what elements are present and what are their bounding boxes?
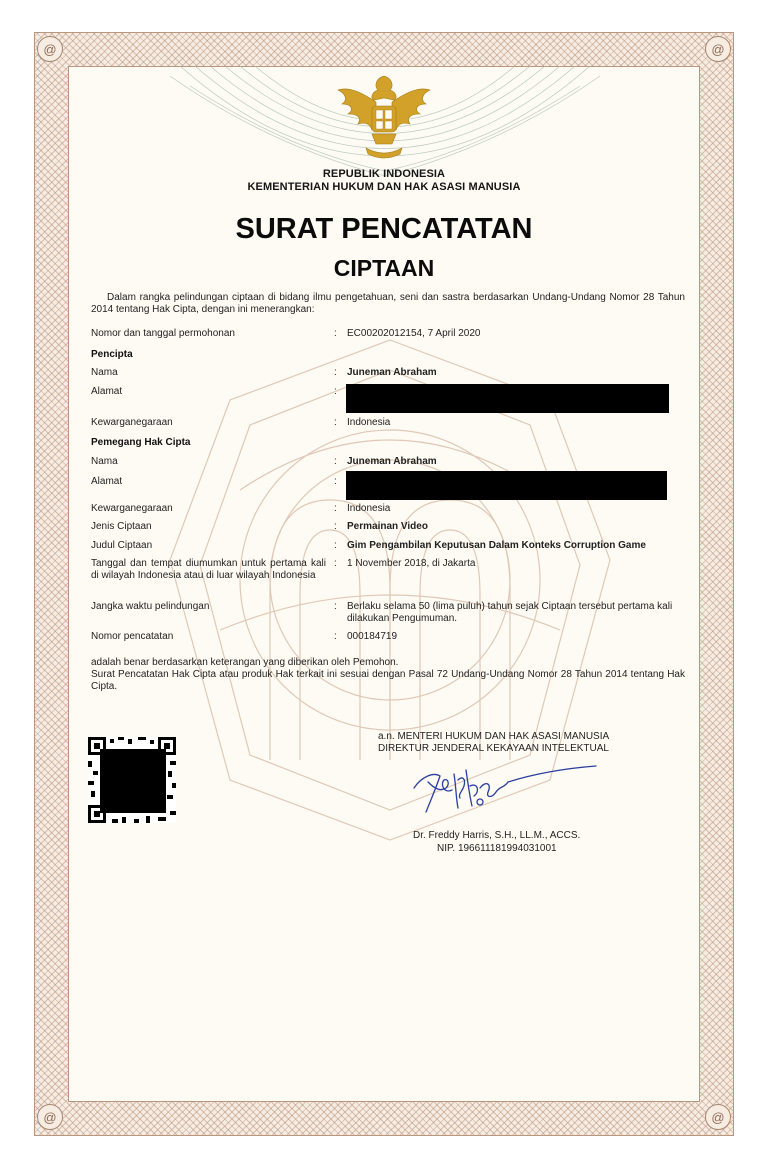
holder-nationality-label: Kewarganegaraan <box>91 503 173 514</box>
redacted-holder-address <box>346 471 667 500</box>
creator-nationality-label: Kewarganegaraan <box>91 417 173 428</box>
republic-heading: REPUBLIK INDONESIA <box>322 168 446 180</box>
work-type-label: Jenis Ciptaan <box>91 521 152 532</box>
closing-statement: adalah benar berdasarkan keterangan yang diberikan oleh Pemohon. <box>91 657 399 668</box>
work-title-label: Judul Ciptaan <box>91 540 153 551</box>
announcement-label: Tanggal dan tempat diumumkan untuk pertama kali di wilayah Indonesia atau di luar wilayah Indonesia <box>91 558 326 581</box>
work-title: Gim Pengambilan Keputusan Dalam Konteks Corruption Game <box>347 540 646 551</box>
protection-period-value: Berlaku selama 50 (lima puluh) tahun sejak Ciptaan tersebut pertama kali dilakukan Pengumuman. <box>347 601 673 624</box>
signature-on-behalf: a.n. MENTERI HUKUM DAN HAK ASASI MANUSIA <box>378 731 610 742</box>
corner-ornament-icon: @ <box>705 1104 731 1130</box>
announcement-value: 1 November 2018, di Jakarta <box>347 558 476 569</box>
creator-name-label: Nama <box>91 367 118 378</box>
document-subtitle: CIPTAAN <box>333 255 435 281</box>
corner-ornament-icon: @ <box>705 36 731 62</box>
holder-nationality: Indonesia <box>347 503 391 514</box>
redacted-creator-address <box>346 384 669 413</box>
creator-heading: Pencipta <box>91 349 133 360</box>
ministry-heading: KEMENTERIAN HUKUM DAN HAK ASASI MANUSIA <box>247 181 521 193</box>
separator-colon: : <box>334 631 337 642</box>
holder-name-label: Nama <box>91 456 118 467</box>
legal-basis-statement: Surat Pencatatan Hak Cipta atau produk Hak terkait ini sesuai dengan Pasal 72 Undang-Undang Nomor 28 Tahun 2014 tentang Hak Cipta. <box>91 669 685 692</box>
work-type: Permainan Video <box>347 521 428 532</box>
separator-colon: : <box>334 328 337 339</box>
protection-period-label: Jangka waktu pelindungan <box>91 601 210 612</box>
separator-colon: : <box>334 521 337 532</box>
qr-code <box>88 737 176 823</box>
garuda-emblem <box>336 72 432 162</box>
signatory-name: Dr. Freddy Harris, S.H., LL.M., ACCS. <box>413 830 581 841</box>
separator-colon: : <box>334 601 337 612</box>
record-number: 000184719 <box>347 631 398 642</box>
application-value: EC00202012154, 7 April 2020 <box>347 328 481 339</box>
separator-colon: : <box>334 558 337 569</box>
separator-colon: : <box>334 386 337 397</box>
separator-colon: : <box>334 417 337 428</box>
holder-name: Juneman Abraham <box>347 456 437 467</box>
holder-address-label: Alamat <box>91 476 123 487</box>
corner-ornament-icon: @ <box>37 1104 63 1130</box>
record-number-label: Nomor pencatatan <box>91 631 174 642</box>
holder-heading: Pemegang Hak Cipta <box>91 437 191 448</box>
separator-colon: : <box>334 540 337 551</box>
corner-ornament-icon: @ <box>37 36 63 62</box>
separator-colon: : <box>334 367 337 378</box>
creator-address-label: Alamat <box>91 386 123 397</box>
signatory-nip: NIP. 196611181994031001 <box>437 843 557 854</box>
separator-colon: : <box>334 476 337 487</box>
signature-office: DIREKTUR JENDERAL KEKAYAAN INTELEKTUAL <box>378 743 609 754</box>
handwritten-signature <box>400 758 600 820</box>
separator-colon: : <box>334 503 337 514</box>
intro-paragraph: Dalam rangka pelindungan ciptaan di bidang ilmu pengetahuan, seni dan sastra berdasarkan Undang-Undang Nomor 28 Tahun 2014 tentang Hak Cipta, dengan ini menerangkan: <box>91 292 685 315</box>
creator-nationality: Indonesia <box>347 417 391 428</box>
separator-colon: : <box>334 456 337 467</box>
document-title: SURAT PENCATATAN <box>235 213 533 245</box>
creator-name: Juneman Abraham <box>347 367 437 378</box>
application-label: Nomor dan tanggal permohonan <box>91 328 235 339</box>
